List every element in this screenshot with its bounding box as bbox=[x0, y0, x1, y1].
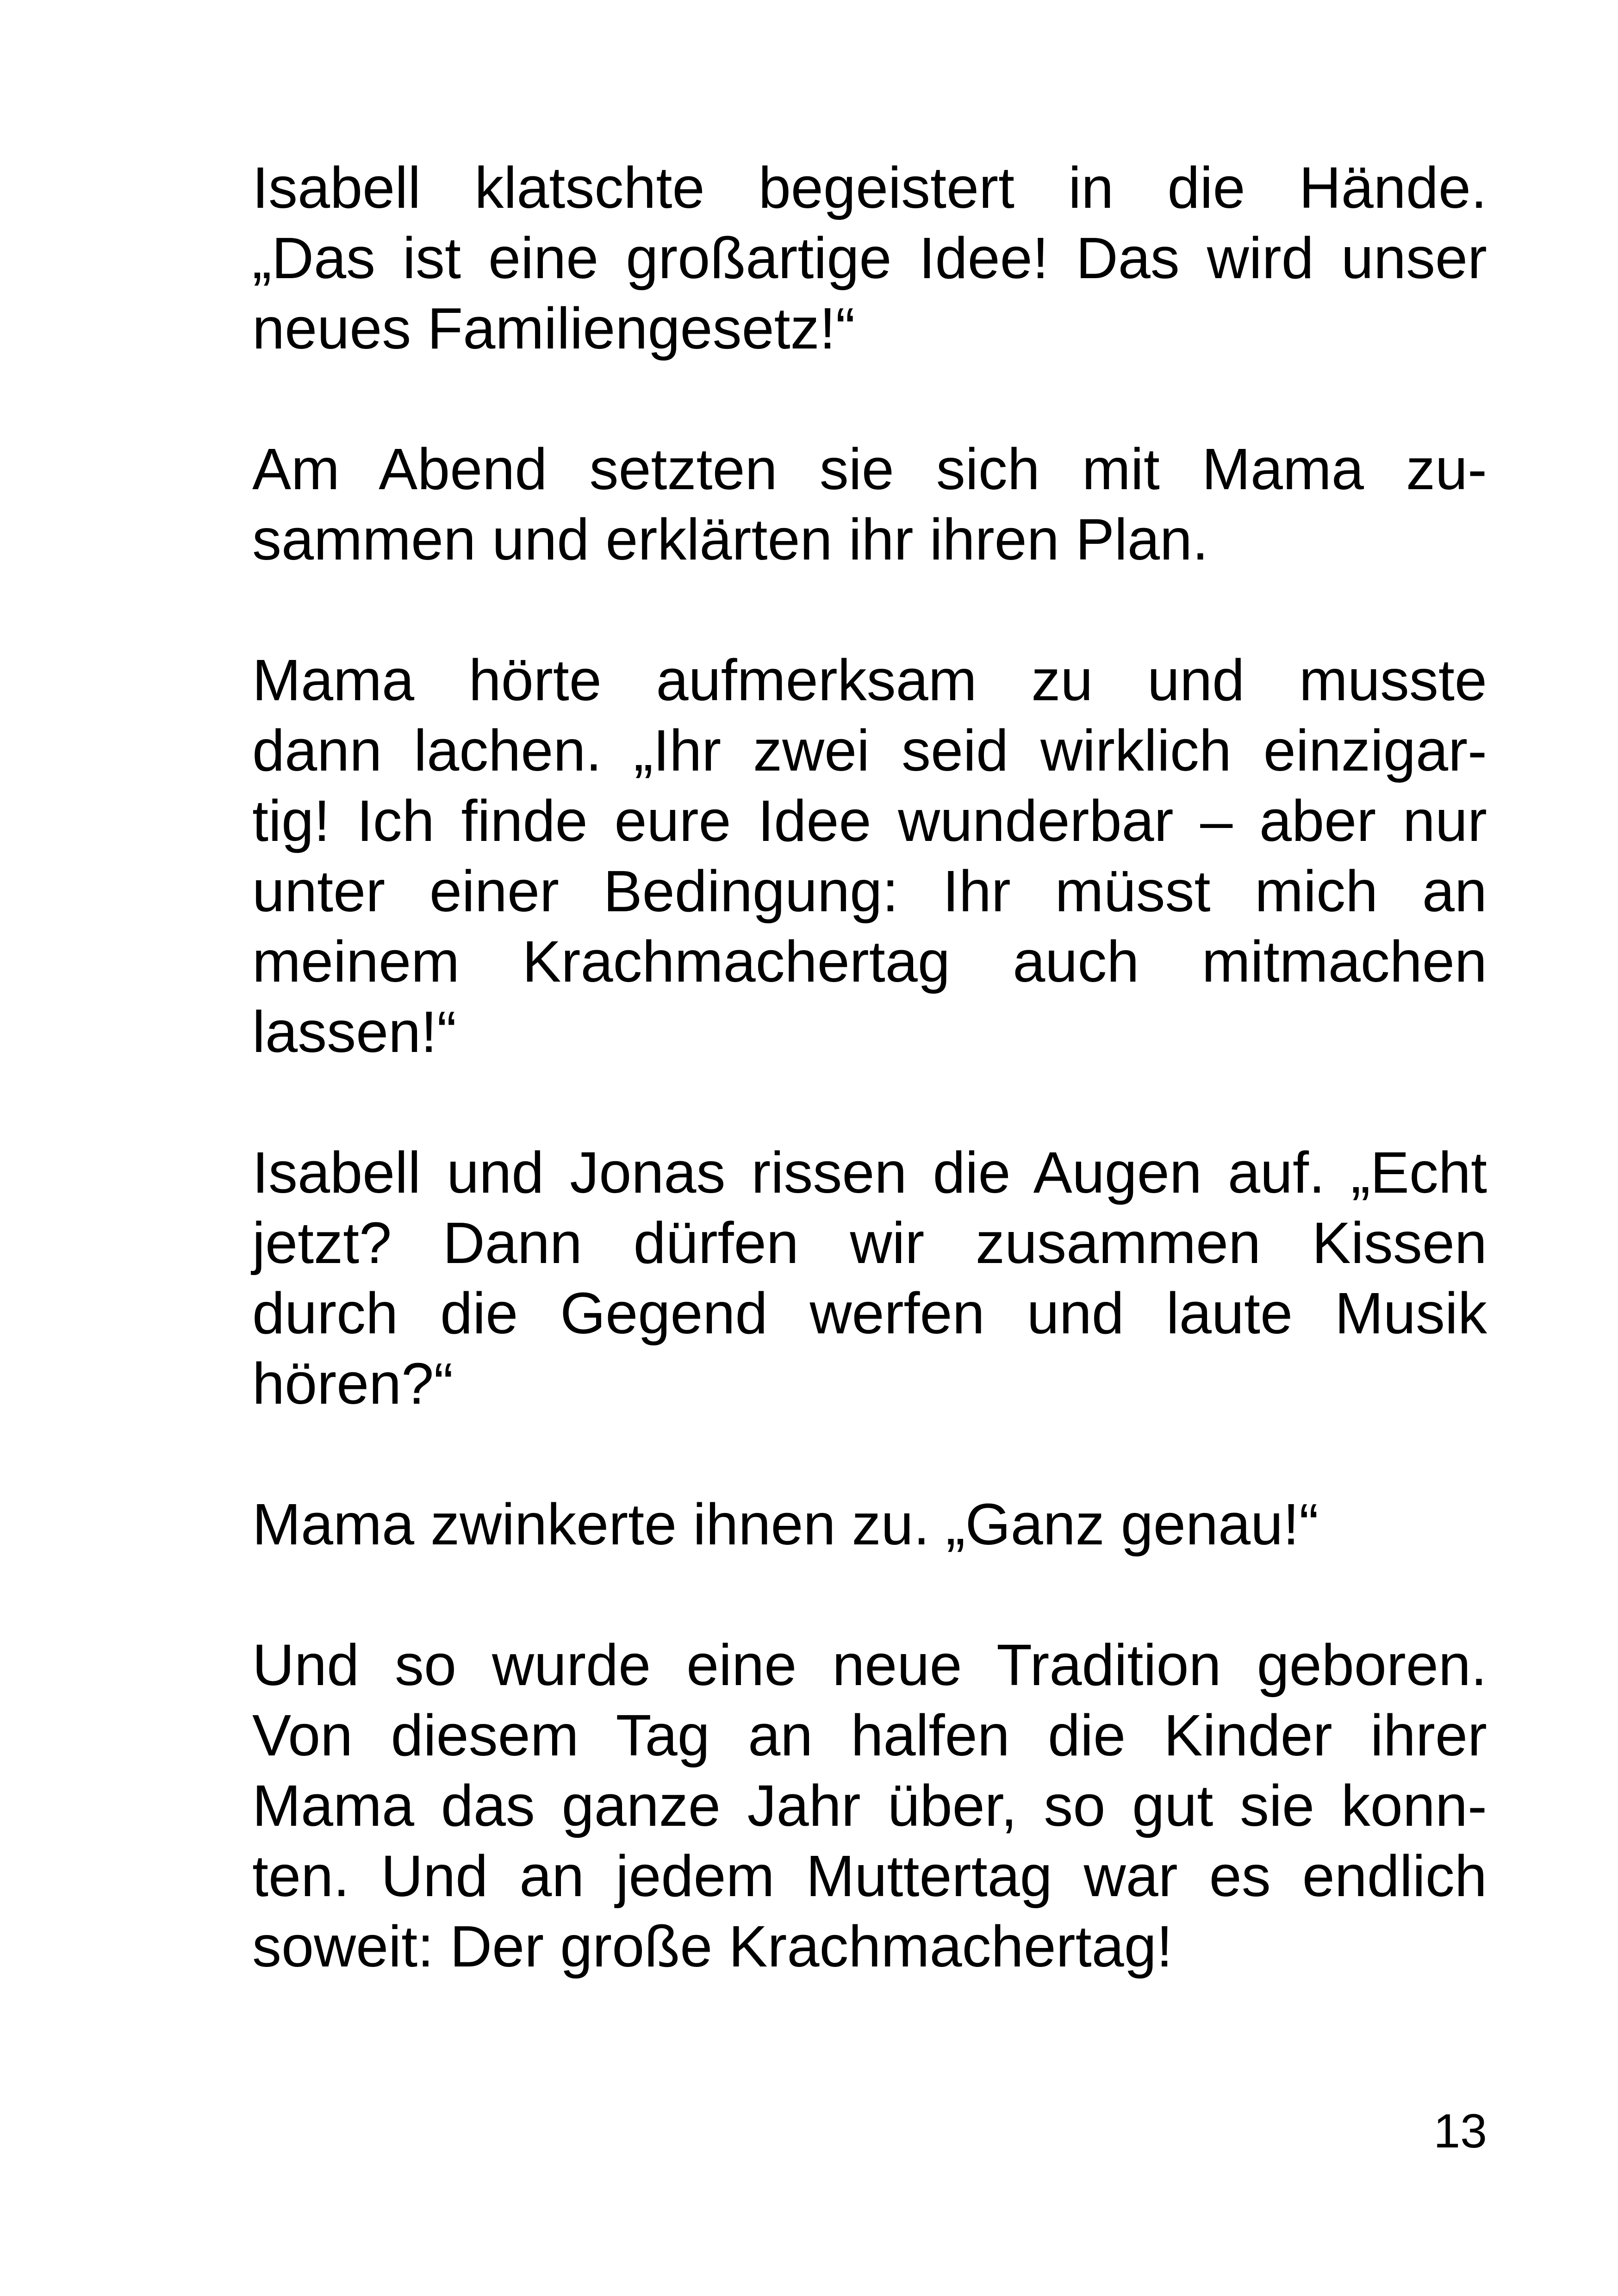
paragraph-4 bbox=[252, 1138, 1487, 1419]
page-number: 13 bbox=[1433, 2104, 1487, 2158]
paragraph-1 bbox=[252, 153, 1487, 364]
paragraph-2 bbox=[252, 434, 1487, 575]
text-line: Mama zwinkerte ihnen zu. „Ganz genau!“ bbox=[252, 1492, 1319, 1557]
text-line: tig! Ich finde eure Idee wunderbar – aber nur bbox=[252, 788, 1487, 853]
story-text bbox=[252, 153, 1487, 2052]
text-line: Und so wurde eine neue Tradition geboren. bbox=[252, 1632, 1487, 1698]
text-line: Von diesem Tag an halfen die Kinder ihrer bbox=[252, 1703, 1487, 1768]
text-line: soweit: Der große Krachmachertag! bbox=[252, 1914, 1173, 1979]
paragraph-3 bbox=[252, 645, 1487, 1067]
paragraph-6 bbox=[252, 1630, 1487, 1982]
text-line: Isabell und Jonas rissen die Augen auf. „Echt bbox=[252, 1140, 1487, 1205]
text-line: sammen und erklärten ihr ihren Plan. bbox=[252, 507, 1209, 572]
text-line: „Das ist eine großartige Idee! Das wird unser bbox=[252, 225, 1487, 291]
text-line: hören?“ bbox=[252, 1351, 454, 1416]
text-line: meinem Krachmachertag auch mitmachen bbox=[252, 929, 1487, 994]
text-line: ten. Und an jedem Muttertag war es endlich bbox=[252, 1843, 1487, 1909]
text-line: Mama das ganze Jahr über, so gut sie konn- bbox=[252, 1773, 1487, 1838]
text-line: Am Abend setzten sie sich mit Mama zu- bbox=[252, 436, 1487, 502]
text-line: neues Familiengesetz!“ bbox=[252, 296, 855, 361]
text-line: Mama hörte aufmerksam zu und musste bbox=[252, 647, 1487, 713]
text-line: jetzt? Dann dürfen wir zusammen Kissen bbox=[252, 1210, 1487, 1276]
paragraph-5 bbox=[252, 1489, 1487, 1560]
text-line: lassen!“ bbox=[252, 999, 457, 1064]
text-line: dann lachen. „Ihr zwei seid wirklich einzigar- bbox=[252, 718, 1487, 783]
text-line: Isabell klatschte begeistert in die Hände. bbox=[252, 155, 1487, 220]
text-line: unter einer Bedingung: Ihr müsst mich an bbox=[252, 859, 1487, 924]
text-line: durch die Gegend werfen und laute Musik bbox=[252, 1281, 1487, 1346]
